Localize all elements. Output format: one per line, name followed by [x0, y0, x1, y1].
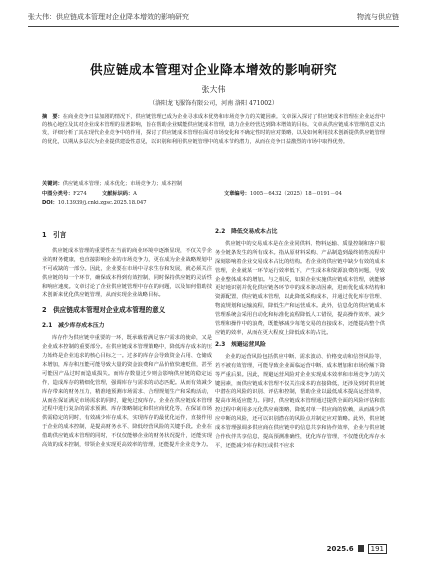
subsection-heading-2-1: 2.1 减少库存成本压力 — [42, 323, 105, 330]
keywords-text: 供应链成本管理；成本优化；市场竞争力；成本控制 — [62, 181, 183, 187]
abstract-text: 在商业竞争日益加剧的情况下，供应链管理已成为企业寻求成本优势和市场竞争力的关键因素。文章深入探讨了供应链成本管理在企业运营中的核心地位及其对企业成本管理的显著影响，旨在帮助企业赋能供应链成本管理，助力企业经营达到降本增效的目标。文章从供应链成本管理的意义出发，详细分析了其在现代企业竞争中的作用，探讨了供应链成本管理在面对市场变化和不确定性时的应对策略，以及如何利用技术创新提供供应链管理的优化，以期从多层次为企业提供建设性意见，以识别和利用供应链管理中的成本节约潜力，从而在竞争日益激烈的市场中取得优势。 — [42, 114, 385, 145]
running-header — [28, 10, 399, 24]
author-affiliation: （洛阳龙飞服饰有限公司，河南 洛阳 471002） — [149, 100, 278, 107]
section-heading-intro: 1 引言 — [42, 231, 67, 239]
abstract-label: 摘 要： — [42, 114, 63, 120]
header-left-text: 张大伟：供应链成本管理对企业降本增效的影响研究 — [28, 13, 189, 21]
abstract-block — [42, 113, 385, 146]
bookmark-icon — [358, 545, 364, 552]
doi-label: DOI： — [42, 200, 58, 206]
clc-label: 中图分类号： — [42, 191, 74, 197]
issue-date: 2025.6 — [326, 545, 354, 553]
keywords-block — [42, 180, 385, 188]
header-divider — [28, 26, 399, 27]
left-column — [42, 225, 212, 450]
header-right-text: 物流与供应链 — [357, 13, 399, 21]
section-2-2-paragraph: 供应链中的交易成本是在企业同供料、物料运输、质量控制和客户服务全链条发生的所有成本。指从原材料采购、产品制造到最终销售流程中深刻影响着企业交易成本占比的结构。若企业的供应链中缺少有效的成本管理，企业就某一环节运行效率低下，产生成本和资源浪费的问题，导致企业整体成本的增加。与之相反，如果企业实施供应链成本管理，就能够更好地识别并优化供应链各环节中的成本驱动因素，进而优化成本结构和资源配置，供应链成本管理，以此降低采购成本，并通过优化库存管理、物流规划和运输流程，降低生产和运营成本。此外，信息化的供应链成本管理系统会采用自动化和标准化流程降低人工错误，提高操作效率，减少管理和操作中的浪费，既能够减少每笔交易的直接成本，还能提高整个供应链的效率，从而在更大程度上降低成本的占比。 — [215, 240, 385, 336]
section-2-1-paragraph: 库存作为供应链中重要的一环，既承载着满足客户需求的使命，又是企业成本控制的重要部分。在供应链成本管理策略中，降低库存成本的压力始终是企业追求的核心目标之一。过多的库存会导致资金占用、仓储成本增加，库存积压能可能导致大量的资金浪费和产品价值快速贬值，甚至可能因产品过时而造成损失。而库存数量过少则会影响供应链的稳定运作，造成库存的精细化管理，强调库存与需求的动态匹配。从而有效减少库存带来的财务压力，精准地预测市场需求、合理规划生产和采购活动，从而在保证满足市场需求的同时，避免过度库存。企业在供应链成本管理过程中进行复杂的需求预测、库存策略制定和供应商优化等，在保证市场供需稳定的同时，有效减少库存成本，实现库存的最优化运作，直接作用于企业的成本控制，是提高财务水平、降低经营风险的关键手段。企业在借助供应链成本管理的同时，不仅仅能够企业的财务状况提升，还能实现高效的成本控制，带领企业实现更高效率的管理，还能提升企业竞争力。 — [42, 335, 212, 449]
section-2-3-paragraph: 企业的运营风险包括供应中断、需求波动、价格变动和信誉风险等，若不被有效管理，可能导致企业面临运营中断、成本增加和市场份额下降等严重后果。因此，规避运营风险对企业实现成本效率和市场竞争力的关键因素，而供应链成本管理不仅关注成本的直接降低，还涉及到对供应链中潜在的风险的识别、评估和控制，帮助企业以最低成本提高运营效率，提高市场适应能力。同时，供应链成本管理通过提供全面的风险评估和监控过程中利用多元化供应商策略，降低对单一供应商的依赖，从而减少供应中断的风险，还可以识别潜在的风险点并制定应对策略。此外，供应链成本管理强调多供应商在供应链中的信息共享和协作效率，企业与供应链合作伙伴共享信息，提高预测准确性，优化库存管理，不仅能优化库存水平，还能减少库存积压或供不应求 — [215, 353, 385, 449]
article-no-value: 1005－6432（2025）18－0191－04 — [249, 191, 342, 197]
page-number: 191 — [368, 544, 387, 554]
subsection-heading-2-2: 2.2 降低交易成本占比 — [215, 229, 278, 235]
article-no-label: 文章编号： — [224, 191, 250, 197]
doc-code-label: 文献标识码： — [102, 191, 134, 197]
keywords-label: 关键词： — [42, 181, 63, 187]
doc-code-value: A — [133, 191, 137, 197]
page-footer — [327, 544, 387, 554]
subsection-heading-2-3: 2.3 规避运营风险 — [215, 341, 266, 348]
paper-title: 供应链成本管理对企业降本增效的影响研究 — [89, 62, 337, 77]
intro-paragraph: 供应链成本管理的重要性在当前的商业环境中逐渐显现，不仅关乎企业的财务健康，也直接影响企业的市场竞争力，更在成为企业战略规划中不可或缺的一部分。因此，企业要在市场中寻求生存和发展，就必须关注供应链的每一个环节，确保成本得到有效控制，同时保持供应链的灵活性和响应速度。文章讨论了企业供应链管理中存在的问题，以及如何借助技术创新来优化供应链管理，从而实现企业战略目标。 — [42, 247, 212, 299]
classification-block — [42, 190, 385, 208]
doi-value: 10.13939/j.cnki.zgsc.2025.18.047 — [57, 200, 147, 206]
right-column — [215, 225, 385, 451]
author-name: 张大伟 — [201, 85, 226, 94]
section-heading-2: 2 供应链成本管理对企业成本管理的意义 — [42, 306, 166, 315]
clc-value: F274 — [73, 191, 87, 197]
